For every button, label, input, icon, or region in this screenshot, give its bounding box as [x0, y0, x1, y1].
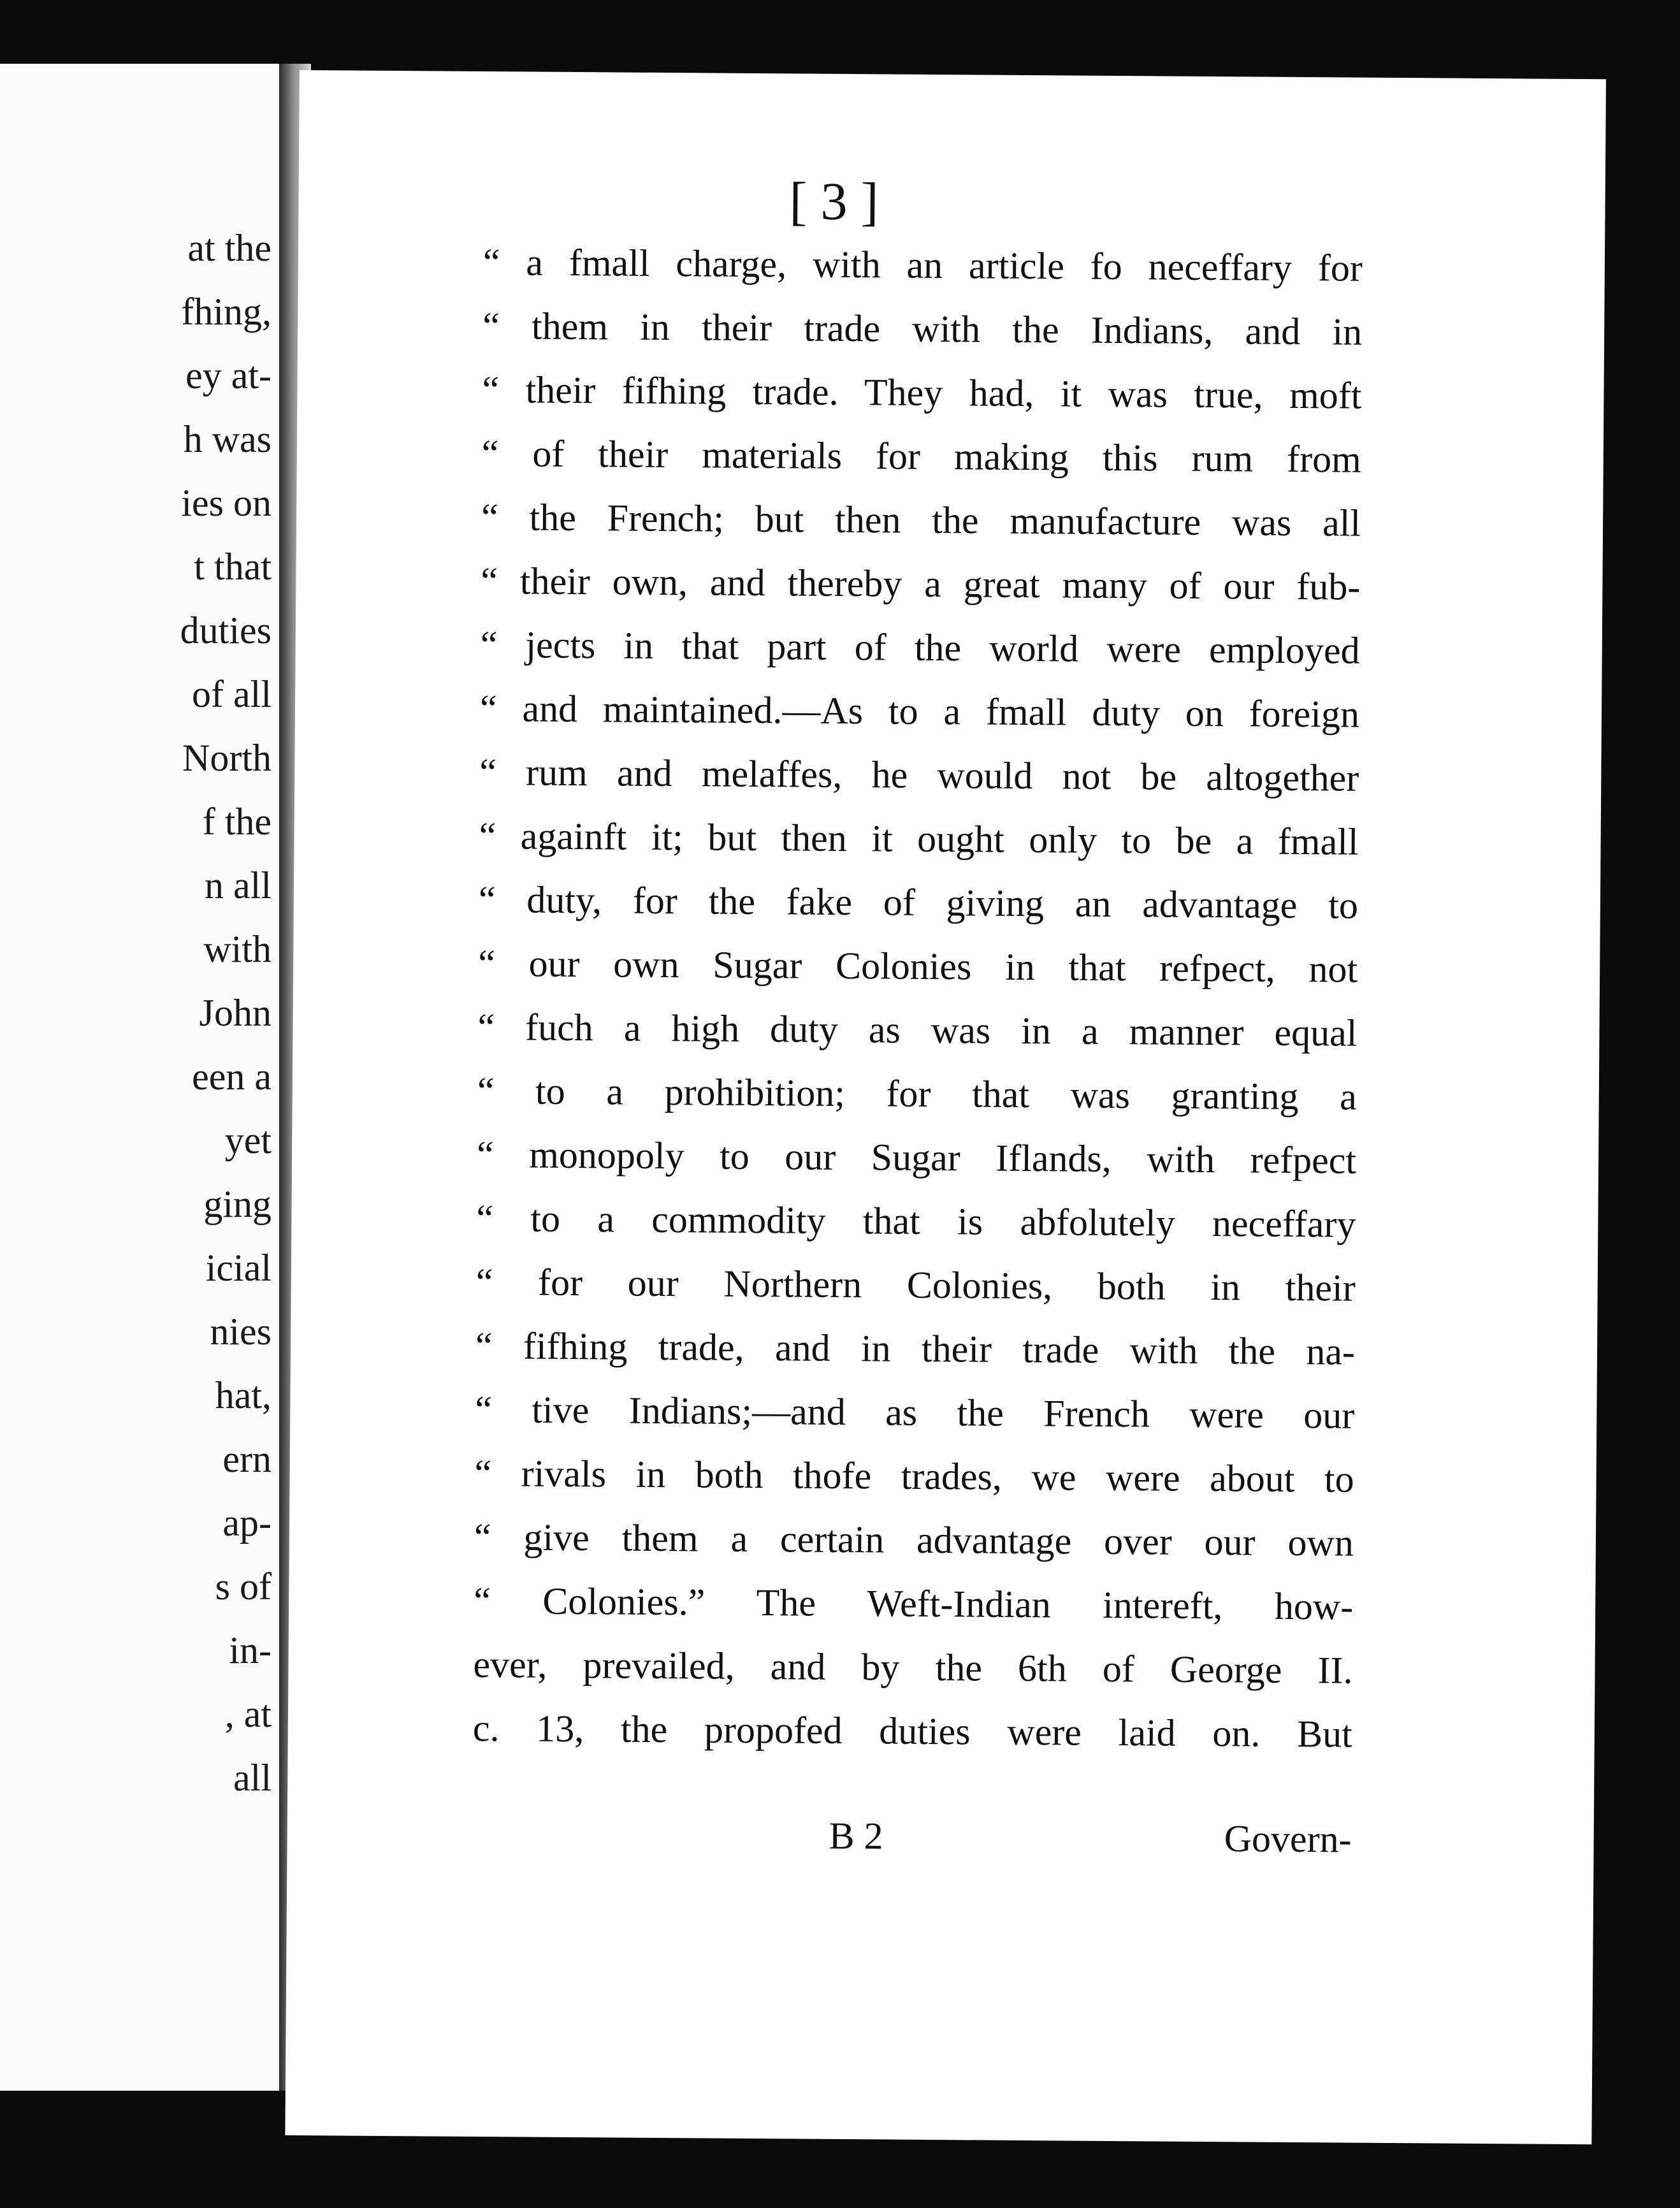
page-footer — [472, 1812, 1352, 1869]
left-page-fragment: ap- — [222, 1502, 272, 1544]
body-line: “ their own, and thereby a great many of our fub- — [481, 560, 1361, 608]
left-page-fragment: at the — [187, 227, 272, 269]
body-line: “ of their materials for making this rum from — [481, 432, 1362, 481]
body-line: “ duty, for the fake of giving an advantage to — [478, 878, 1359, 927]
body-line: “ a fmall charge, with an article fo neceffary for — [482, 241, 1363, 289]
left-page-fragment: h was — [183, 418, 272, 460]
body-line: “ the French; but then the manufacture was all — [481, 496, 1361, 544]
body-line: “ them in their trade with the Indians, and in — [482, 305, 1363, 353]
left-page-fragment: ern — [222, 1438, 272, 1480]
catchword: Govern- — [1224, 1817, 1352, 1861]
left-page-fragment: t that — [194, 546, 272, 588]
body-line: “ jects in that part of the world were employed — [480, 623, 1360, 672]
left-page-fragment: John — [199, 992, 272, 1034]
left-page-fragment: een a — [192, 1056, 272, 1098]
left-page-fragment: fhing, — [181, 291, 272, 333]
body-line: “ monopoly to our Sugar Iflands, with refpect — [476, 1133, 1357, 1182]
body-line: “ tive Indians;—and as the French were our — [475, 1388, 1355, 1437]
left-page-edge — [0, 64, 280, 2091]
body-line: “ againft it; but then it ought only to be a fmall — [479, 814, 1359, 863]
left-page-fragment: ies on — [181, 482, 272, 524]
right-page — [285, 70, 1606, 2144]
left-page-fragment: all — [233, 1757, 272, 1799]
left-page-fragment: hat, — [215, 1374, 272, 1416]
left-page-fragment: , at — [224, 1693, 272, 1735]
body-line: “ rivals in both thofe trades, we were about to — [474, 1451, 1354, 1500]
left-page-fragment: in- — [229, 1629, 272, 1671]
body-line: “ Colonies.” The Weft-Indian intereft, how- — [474, 1579, 1354, 1628]
left-page-fragment: nies — [210, 1311, 272, 1353]
body-line: c. 13, the propofed duties were laid on. But — [472, 1706, 1353, 1755]
left-page-fragment: ey at- — [185, 354, 272, 396]
left-page-fragment: f the — [202, 801, 272, 843]
body-line: “ to a commodity that is abfolutely neceffary — [476, 1196, 1356, 1246]
body-line: “ and maintained.—As to a fmall duty on foreign — [479, 687, 1360, 736]
body-line: “ their fifhing trade. They had, it was true, moft — [482, 368, 1362, 417]
body-line: “ fuch a high duty as was in a manner equal — [477, 1005, 1358, 1054]
body-line: “ rum and melaffes, he would not be altogether — [479, 750, 1359, 799]
body-line: “ for our Northern Colonies, both in their — [475, 1260, 1356, 1309]
body-line: “ our own Sugar Colonies in that refpect, not — [477, 941, 1358, 991]
left-page-fragment: icial — [205, 1247, 272, 1289]
left-page-fragment: ging — [203, 1183, 272, 1225]
left-page-fragment: yet — [224, 1119, 272, 1161]
signature-mark: B 2 — [829, 1814, 883, 1857]
body-line: “ fifhing trade, and in their trade with the na- — [475, 1324, 1356, 1373]
page-number: [ 3 ] — [789, 171, 879, 232]
body-line: ever, prevailed, and by the 6th of George II. — [473, 1643, 1353, 1692]
body-line: “ to a prohibition; for that was granting a — [477, 1069, 1358, 1118]
left-page-fragment: of all — [192, 673, 272, 715]
left-page-fragment: n all — [205, 864, 272, 906]
left-page-fragment: s of — [215, 1565, 272, 1608]
body-line: “ give them a certain advantage over our own — [474, 1515, 1354, 1564]
left-page-fragment: North — [182, 737, 272, 779]
left-page-fragment: duties — [180, 609, 272, 651]
left-page-fragment: with — [203, 928, 272, 970]
